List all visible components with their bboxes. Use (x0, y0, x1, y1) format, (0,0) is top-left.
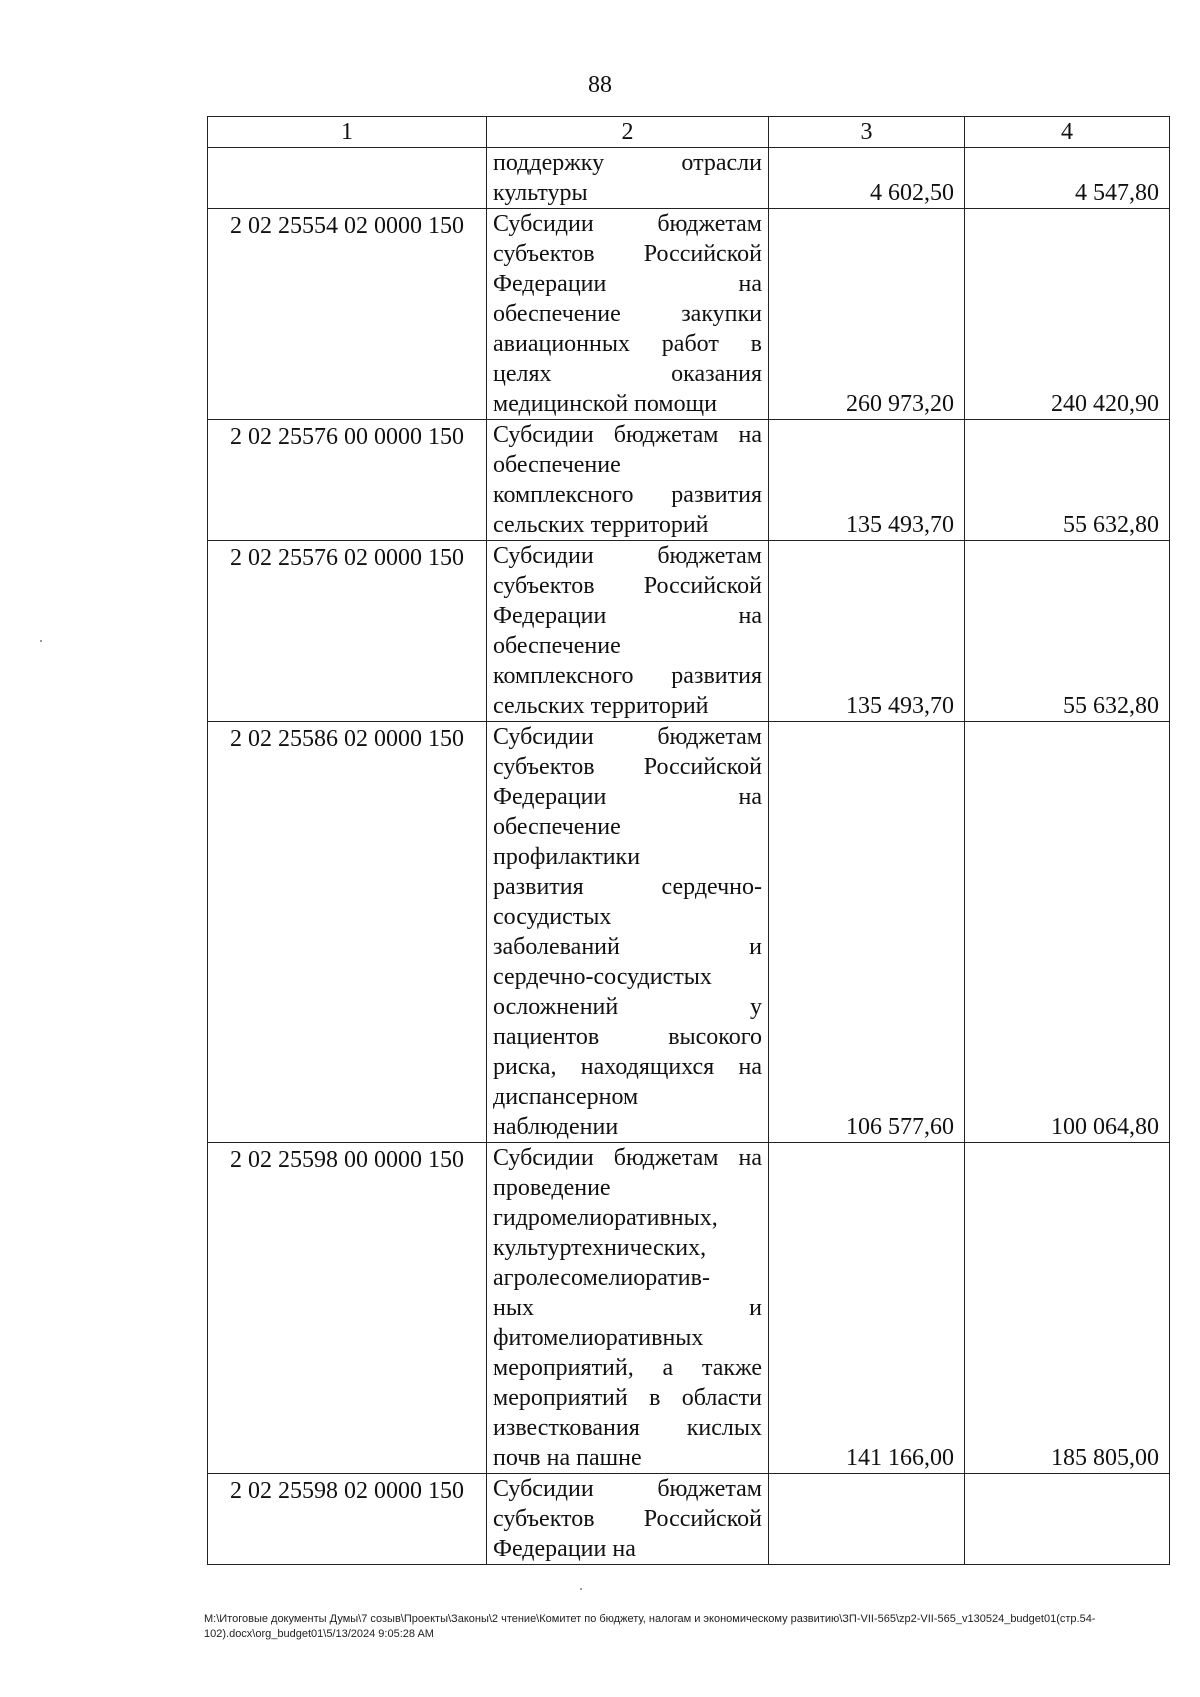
amount-col3-cell: 4 602,50 (769, 148, 965, 209)
description-cell (487, 541, 769, 722)
budget-code-cell: 2 02 25576 02 0000 150 (208, 541, 487, 722)
description-line: ных и (493, 1295, 762, 1321)
budget-code-cell: 2 02 25576 00 0000 150 (208, 420, 487, 541)
amount-col3-cell: 106 577,60 (769, 722, 965, 1143)
description-line: Федерации на (493, 271, 762, 297)
amount-col4-cell: 55 632,80 (965, 541, 1170, 722)
column-header-3: 3 (769, 117, 965, 148)
description-line: сельских территорий (493, 512, 709, 538)
description-line: медицинской помощи (493, 391, 717, 417)
description-line: мероприятий в области (493, 1385, 762, 1411)
amount-col4-cell: 4 547,80 (965, 148, 1170, 209)
description-line: профилактики (493, 844, 641, 870)
description-line: Субсидии бюджетам (493, 211, 762, 237)
table-row (208, 209, 1170, 420)
description-line: заболеваний и (493, 934, 762, 960)
description-cell (487, 1143, 769, 1474)
description-line: Субсидии бюджетам (493, 543, 762, 569)
description-line: авиационных работ в (493, 331, 762, 357)
table-row (208, 1143, 1170, 1474)
description-line: Субсидии бюджетам на (493, 1145, 762, 1171)
scan-speck (580, 1588, 582, 1590)
description-line: Федерации на (493, 1536, 636, 1562)
amount-col3-cell: 260 973,20 (769, 209, 965, 420)
budget-code-cell: 2 02 25598 02 0000 150 (208, 1474, 487, 1565)
description-line: сердечно-сосудистых (493, 964, 712, 990)
amount-col4-cell: 185 805,00 (965, 1143, 1170, 1474)
table-row (208, 722, 1170, 1143)
description-line: почв на пашне (493, 1445, 642, 1471)
column-header-4: 4 (965, 117, 1170, 148)
column-header-2: 2 (487, 117, 769, 148)
description-line: наблюдении (493, 1114, 619, 1140)
description-cell (487, 420, 769, 541)
description-line: комплексного развития (493, 482, 762, 508)
description-line: осложнений у (493, 994, 762, 1020)
description-line: диспансерном (493, 1084, 639, 1110)
description-line: субъектов Российской (493, 1506, 762, 1532)
amount-col4-cell (965, 1474, 1170, 1565)
description-cell (487, 722, 769, 1143)
amount-col4-cell: 240 420,90 (965, 209, 1170, 420)
budget-code-cell (208, 148, 487, 209)
description-line: сельских территорий (493, 693, 709, 719)
table-row (208, 541, 1170, 722)
amount-col3-cell: 135 493,70 (769, 541, 965, 722)
description-cell (487, 1474, 769, 1565)
amount-col4-cell: 100 064,80 (965, 722, 1170, 1143)
description-line: культуртехнических, (493, 1235, 707, 1261)
description-cell (487, 148, 769, 209)
description-line: Федерации на (493, 603, 762, 629)
footer-file-path: M:\Итоговые документы Думы\7 созыв\Проекты\Законы\2 чтение\Комитет по бюджету, налогам и экономическому развитию\ЗП-VII-565\zp2-VII-565_v130524_budget01(стр.54-102).docx\org_budget01\5/13/2024 9:05:28 AM (204, 1613, 1096, 1640)
table-row (208, 148, 1170, 209)
scan-speck (40, 640, 42, 642)
description-line: поддержку отрасли (493, 150, 762, 176)
description-line: Субсидии бюджетам (493, 1476, 762, 1502)
description-line: субъектов Российской (493, 754, 762, 780)
description-line: известкования кислых (493, 1415, 762, 1441)
description-line: агролесомелиоратив- (493, 1265, 710, 1291)
budget-code-cell: 2 02 25598 00 0000 150 (208, 1143, 487, 1474)
budget-code-cell: 2 02 25586 02 0000 150 (208, 722, 487, 1143)
budget-code-cell: 2 02 25554 02 0000 150 (208, 209, 487, 420)
table-header-row (208, 117, 1170, 148)
description-line: Субсидии бюджетам (493, 724, 762, 750)
description-line: обеспечение (493, 633, 621, 659)
description-line: мероприятий, а также (493, 1355, 762, 1381)
budget-table (207, 116, 1170, 1565)
description-line: обеспечение закупки (493, 301, 762, 327)
description-line: гидромелиоративных, (493, 1205, 718, 1231)
amount-col3-cell (769, 1474, 965, 1565)
amount-col4-cell: 55 632,80 (965, 420, 1170, 541)
description-line: проведение (493, 1175, 611, 1201)
amount-col3-cell: 135 493,70 (769, 420, 965, 541)
description-line: Федерации на (493, 784, 762, 810)
description-line: риска, находящихся на (493, 1054, 762, 1080)
description-line: культуры (493, 180, 588, 206)
description-line: обеспечение (493, 452, 621, 478)
description-line: развития сердечно- (493, 874, 762, 900)
column-header-1: 1 (208, 117, 487, 148)
table-row (208, 1474, 1170, 1565)
description-line: субъектов Российской (493, 241, 762, 267)
description-line: пациентов высокого (493, 1024, 762, 1050)
table-row (208, 420, 1170, 541)
description-line: комплексного развития (493, 663, 762, 689)
description-line: сосудистых (493, 904, 612, 930)
description-cell (487, 209, 769, 420)
page-number: 88 (588, 72, 612, 98)
description-line: обеспечение (493, 814, 621, 840)
description-line: целях оказания (493, 361, 762, 387)
description-line: Субсидии бюджетам на (493, 422, 762, 448)
amount-col3-cell: 141 166,00 (769, 1143, 965, 1474)
description-line: фитомелиоративных (493, 1325, 704, 1351)
description-line: субъектов Российской (493, 573, 762, 599)
